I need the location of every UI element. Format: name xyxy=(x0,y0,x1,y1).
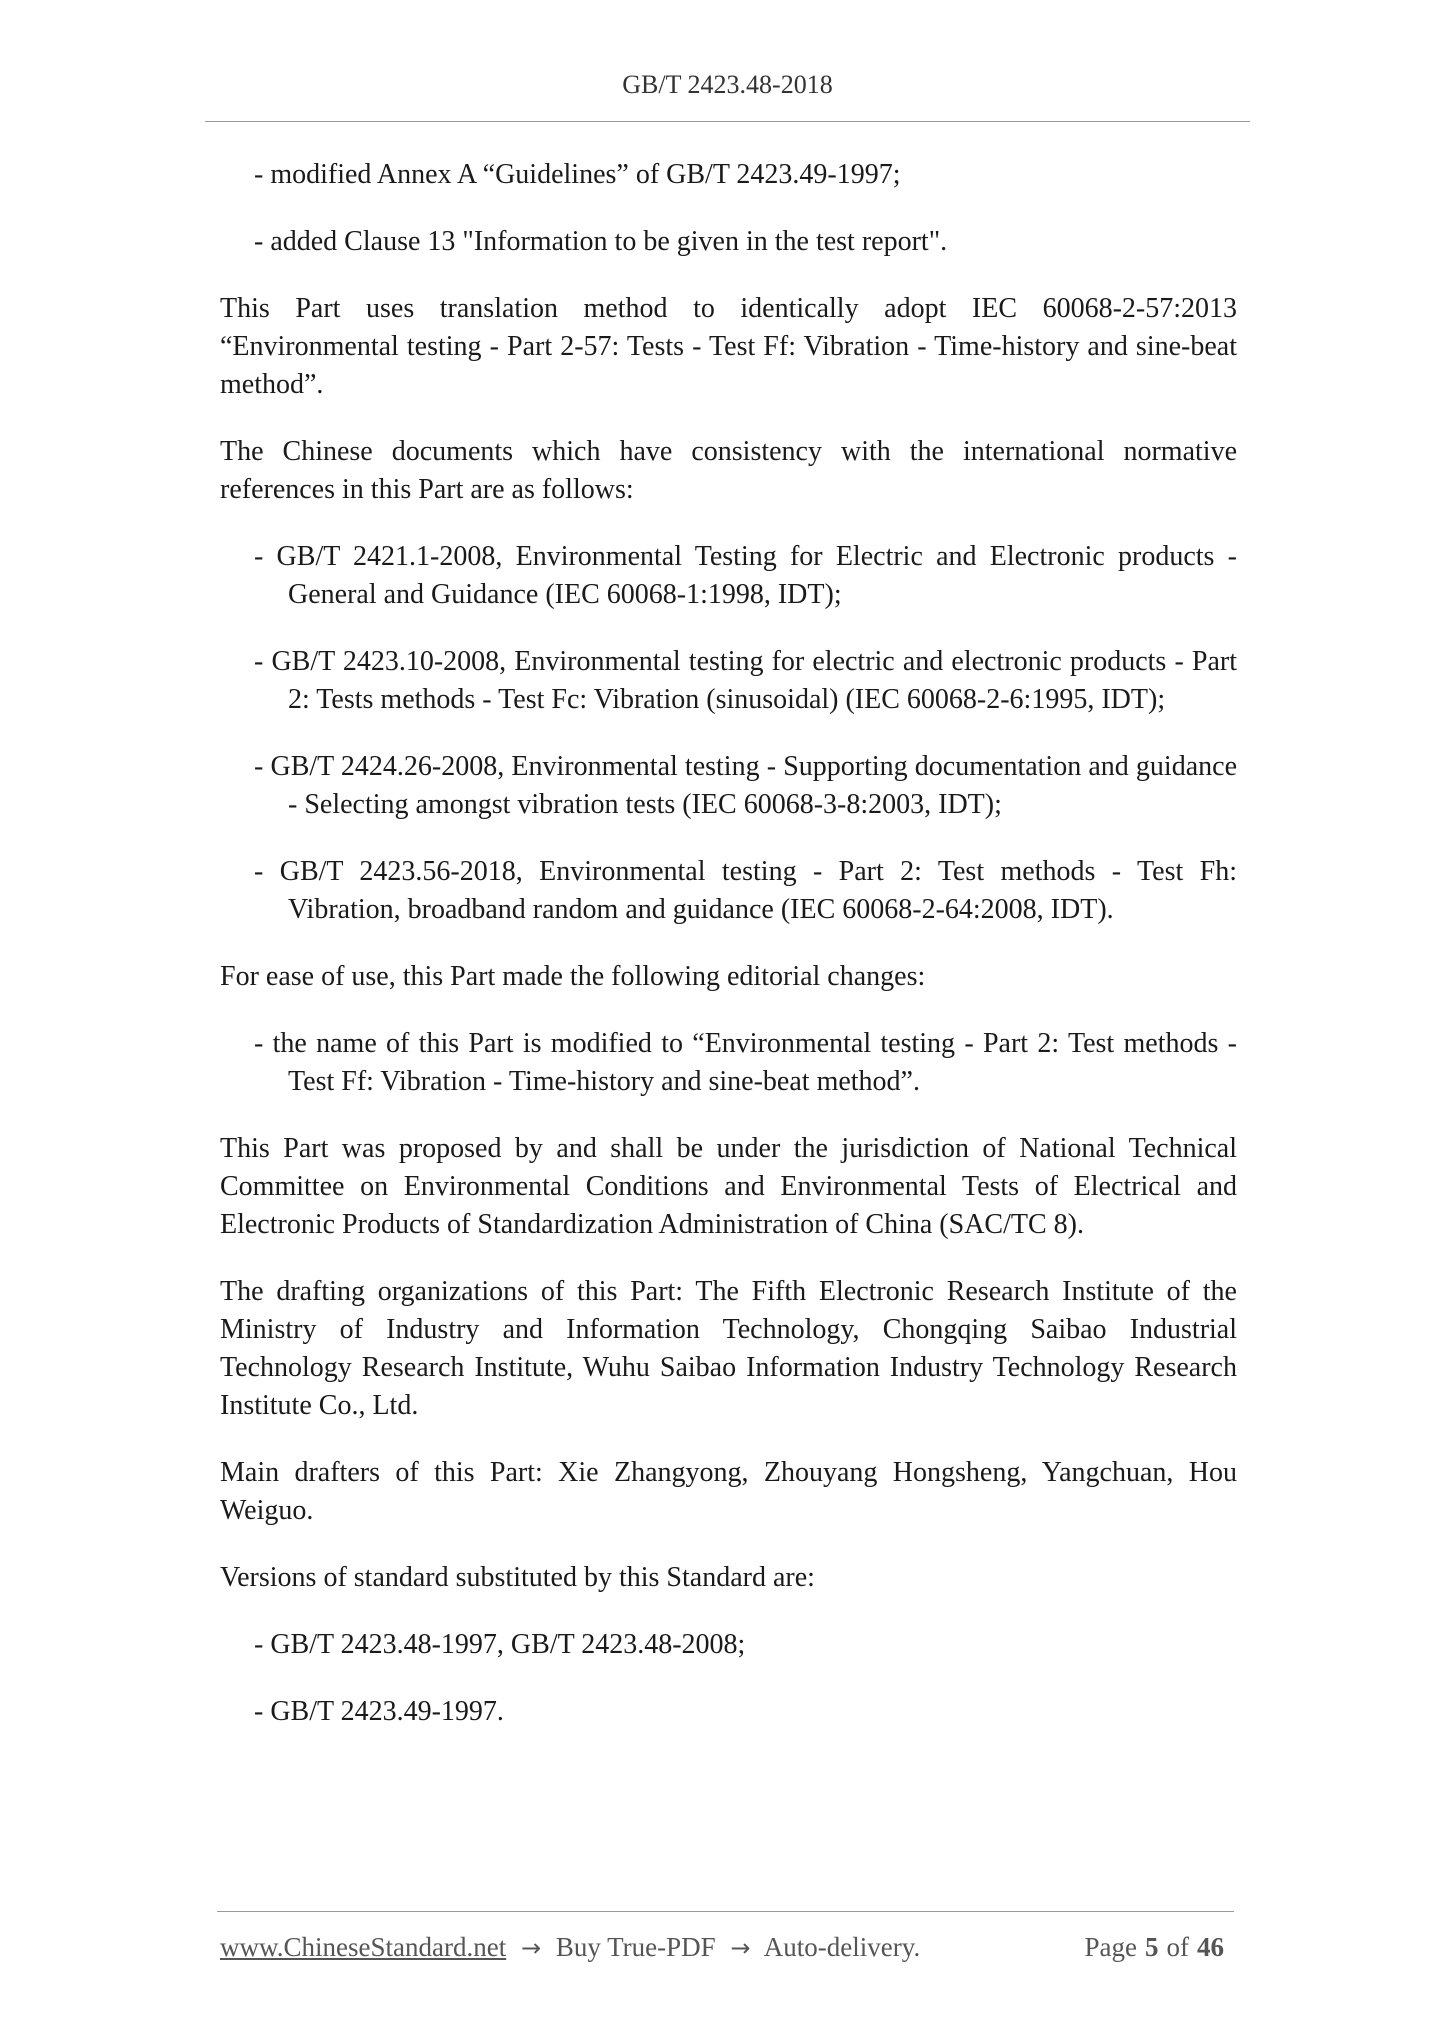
footer-left xyxy=(220,1932,920,1963)
proposed-paragraph: This Part was proposed by and shall be under the jurisdiction of National Technical Committee on Environmental Conditions and Environmental Tests of Electrical and Electronic Products of Standardization Administration of China (SAC/TC 8). xyxy=(220,1133,1237,1240)
page-indicator xyxy=(1085,1932,1232,1963)
consistency-intro: The Chinese documents which have consistency with the international normative references in this Part are as follows: xyxy=(220,436,1237,505)
page-of: of xyxy=(1166,1932,1189,1962)
reference-item: - GB/T 2423.56-2018, Environmental testing - Part 2: Test methods - Test Fh: Vibration, broadband random and guidance (IEC 60068-2-64:2008, IDT). xyxy=(254,856,1237,925)
editorial-intro: For ease of use, this Part made the following editorial changes: xyxy=(220,961,926,992)
versions-intro: Versions of standard substituted by this Standard are: xyxy=(220,1562,815,1593)
version-item: - GB/T 2423.49-1997. xyxy=(254,1696,504,1727)
page-total: 46 xyxy=(1197,1932,1224,1962)
arrow-right-icon: → xyxy=(520,1934,542,1962)
document-body xyxy=(220,156,1237,1760)
running-header: GB/T 2423.48-2018 xyxy=(622,70,833,99)
change-item: - added Clause 13 "Information to be given in the test report". xyxy=(254,226,948,257)
reference-item: - GB/T 2424.26-2008, Environmental testing - Supporting documentation and guidance - Selecting amongst vibration tests (IEC 60068-3-8:2003, IDT); xyxy=(254,751,1237,820)
footer-divider xyxy=(217,1911,1234,1912)
page-footer xyxy=(220,1932,1232,1963)
site-link[interactable]: www.ChineseStandard.net xyxy=(220,1932,507,1962)
adoption-paragraph: This Part uses translation method to identically adopt IEC 60068-2-57:2013 “Environmental testing - Part 2-57: Tests - Test Ff: Vibration - Time-history and sine-beat method”. xyxy=(220,293,1237,400)
reference-item: - GB/T 2421.1-2008, Environmental Testing for Electric and Electronic products - General and Guidance (IEC 60068-1:1998, IDT); xyxy=(254,541,1237,610)
header-divider xyxy=(205,121,1250,122)
page-label: Page xyxy=(1084,1932,1137,1962)
drafters-paragraph: Main drafters of this Part: Xie Zhangyong, Zhouyang Hongsheng, Yangchuan, Hou Weiguo. xyxy=(220,1457,1237,1526)
page-current: 5 xyxy=(1145,1932,1159,1962)
change-item: - modified Annex A “Guidelines” of GB/T 2423.49-1997; xyxy=(254,159,901,190)
buy-pdf-text: Buy True-PDF xyxy=(555,1932,716,1962)
editorial-item: - the name of this Part is modified to “Environmental testing - Part 2: Test methods - Test Ff: Vibration - Time-history and sine-beat method”. xyxy=(254,1028,1237,1097)
reference-item: - GB/T 2423.10-2008, Environmental testing for electric and electronic products - Part 2: Tests methods - Test Fc: Vibration (sinusoidal) (IEC 60068-2-6:1995, IDT); xyxy=(254,646,1237,715)
version-item: - GB/T 2423.48-1997, GB/T 2423.48-2008; xyxy=(254,1629,746,1660)
drafting-orgs-paragraph: The drafting organizations of this Part: The Fifth Electronic Research Institute of the Ministry of Industry and Information Technology, Chongqing Saibao Industrial Technology Research Institute, Wuhu Saibao Information Industry Technology Research Institute Co., Ltd. xyxy=(220,1276,1237,1421)
arrow-right-icon: → xyxy=(730,1934,751,1962)
auto-delivery-text: Auto-delivery. xyxy=(763,1932,921,1962)
